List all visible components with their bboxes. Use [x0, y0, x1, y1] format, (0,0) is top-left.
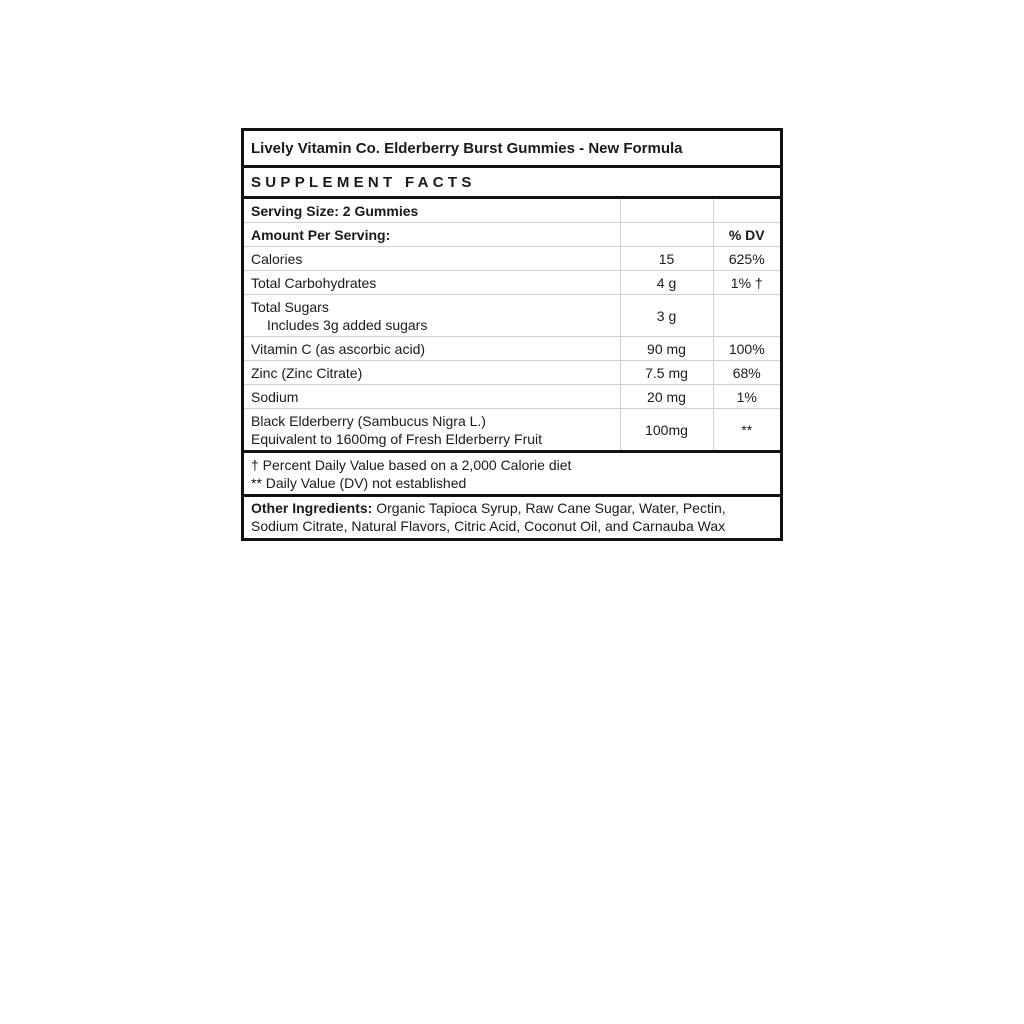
footnote-dagger: † Percent Daily Value based on a 2,000 Calorie diet — [251, 457, 572, 473]
table-row — [244, 385, 780, 409]
nutrient-dv — [713, 295, 780, 337]
nutrient-amount: 4 g — [620, 271, 713, 295]
amount-per-serving-label: Amount Per Serving: — [244, 223, 620, 247]
amount-per-serving-row — [244, 223, 780, 247]
supplement-facts-panel — [241, 128, 783, 541]
nutrient-name: Black Elderberry (Sambucus Nigra L.) — [251, 412, 486, 429]
nutrient-amount: 100mg — [620, 409, 713, 451]
facts-table — [244, 199, 780, 450]
nutrient-dv: 625% — [713, 247, 780, 271]
nutrient-subtext: Equivalent to 1600mg of Fresh Elderberry Fruit — [251, 430, 543, 447]
nutrient-name: Calories — [244, 247, 620, 271]
nutrient-cell — [244, 409, 620, 451]
nutrient-subtext: Includes 3g added sugars — [267, 316, 428, 333]
nutrient-amount: 3 g — [620, 295, 713, 337]
serving-size: Serving Size: 2 Gummies — [251, 202, 419, 219]
other-ingredients — [244, 494, 780, 538]
supplement-facts-heading: SUPPLEMENT FACTS — [244, 168, 780, 199]
nutrient-name: Zinc (Zinc Citrate) — [244, 361, 620, 385]
nutrient-dv: 68% — [713, 361, 780, 385]
nutrient-dv: 1% — [713, 385, 780, 409]
table-row — [244, 247, 780, 271]
serving-size-row — [244, 199, 780, 223]
nutrient-name: Sodium — [244, 385, 620, 409]
table-row — [244, 409, 780, 451]
nutrient-amount: 90 mg — [620, 337, 713, 361]
other-ingredients-text: Organic Tapioca Syrup, Raw Cane Sugar, Water, Pectin, Sodium Citrate, Natural Flavors, Citric Acid, Coconut Oil, and Carnauba Wax — [251, 500, 726, 534]
nutrient-amount: 15 — [620, 247, 713, 271]
nutrient-dv: ** — [713, 409, 780, 451]
nutrient-amount: 20 mg — [620, 385, 713, 409]
nutrient-dv: 100% — [713, 337, 780, 361]
table-row — [244, 271, 780, 295]
nutrient-name: Total Carbohydrates — [244, 271, 620, 295]
footnote-double-asterisk: ** Daily Value (DV) not established — [251, 475, 467, 491]
table-row — [244, 295, 780, 337]
other-ingredients-label: Other Ingredients: — [251, 500, 373, 516]
nutrient-name: Total Sugars — [251, 298, 329, 315]
table-row — [244, 337, 780, 361]
nutrient-cell — [244, 295, 620, 337]
product-title: Lively Vitamin Co. Elderberry Burst Gummies - New Formula — [244, 131, 780, 168]
nutrient-dv: 1% † — [713, 271, 780, 295]
nutrient-amount: 7.5 mg — [620, 361, 713, 385]
dv-header: % DV — [713, 223, 780, 247]
table-row — [244, 361, 780, 385]
nutrient-name: Vitamin C (as ascorbic acid) — [244, 337, 620, 361]
footnotes — [244, 450, 780, 494]
